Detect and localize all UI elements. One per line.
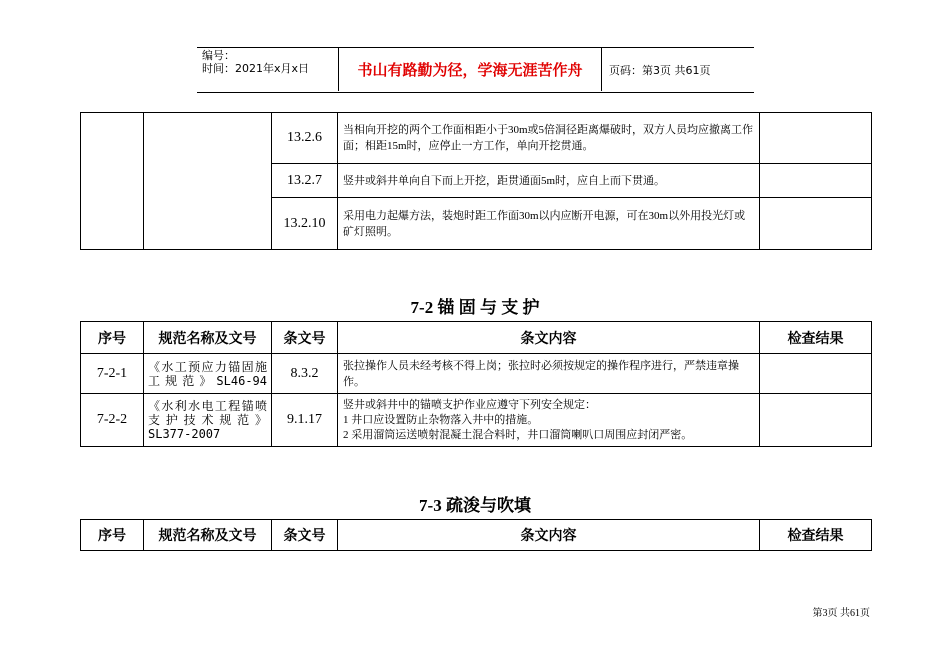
clause-number: 9.1.17 — [272, 394, 338, 447]
dredging-table — [80, 519, 872, 551]
table-header-row — [81, 520, 872, 551]
content-line: 2 采用溜筒运送喷射混凝土混合料时，井口溜筒喇叭口周围应封闭严密。 — [343, 428, 693, 441]
clause-content: 采用电力起爆方法，装炮时距工作面30m以内应断开电源，可在30m以外用投光灯或矿灯照明。 — [338, 198, 760, 250]
anchoring-table — [80, 321, 872, 447]
column-header-clause: 条文号 — [272, 322, 338, 354]
table-row — [81, 113, 872, 164]
header-page-label: 页码：第3页 共61页 — [609, 64, 711, 77]
clause-content: 竖井或斜井单向自下而上开挖，距贯通面5m时，应自上而下贯通。 — [338, 164, 760, 198]
page-footer: 第3页 共61页 — [812, 608, 870, 619]
check-result-cell — [760, 113, 872, 164]
content-line: 1 井口应设置防止杂物落入井中的措施。 — [343, 413, 539, 426]
column-header-name: 规范名称及文号 — [144, 520, 272, 551]
clause-content — [338, 394, 760, 447]
header-time-label: 时间：2021年x月x日 — [202, 62, 310, 75]
table-header-row — [81, 322, 872, 354]
column-header-name: 规范名称及文号 — [144, 322, 272, 354]
clause-number: 8.3.2 — [272, 354, 338, 394]
row-number: 7-2-1 — [81, 354, 144, 394]
header-code-label: 编号： — [202, 49, 235, 62]
check-result-cell — [760, 164, 872, 198]
section-title: 7-3 疏浚与吹填 — [419, 496, 531, 515]
clause-number: 13.2.10 — [272, 198, 338, 250]
column-header-result: 检查结果 — [760, 322, 872, 354]
row-number: 7-2-2 — [81, 394, 144, 447]
top-table — [80, 112, 872, 250]
column-header-no: 序号 — [81, 520, 144, 551]
section-title: 7-2 锚 固 与 支 护 — [410, 298, 540, 317]
standard-name: 《水利水电工程锚喷支护技术规范》SL377-2007 — [144, 394, 272, 447]
column-header-clause: 条文号 — [272, 520, 338, 551]
column-header-no: 序号 — [81, 322, 144, 354]
check-result-cell — [760, 394, 872, 447]
column-header-content: 条文内容 — [338, 322, 760, 354]
table-row — [81, 394, 872, 447]
empty-cell — [81, 113, 144, 250]
table-row — [81, 354, 872, 394]
standard-name: 《水工预应力锚固施工规范》SL46-94 — [144, 354, 272, 394]
check-result-cell — [760, 354, 872, 394]
column-header-result: 检查结果 — [760, 520, 872, 551]
column-header-content: 条文内容 — [338, 520, 760, 551]
empty-cell — [144, 113, 272, 250]
content-line: 竖井或斜井中的锚喷支护作业应遵守下列安全规定： — [343, 398, 596, 411]
header-info — [202, 49, 309, 75]
clause-number: 13.2.7 — [272, 164, 338, 198]
clause-content: 当相向开挖的两个工作面相距小于30m或5倍洞径距离爆破时，双方人员均应撤离工作面；相距15m时，应停止一方工作，单向开挖贯通。 — [338, 113, 760, 164]
check-result-cell — [760, 198, 872, 250]
clause-content: 张拉操作人员未经考核不得上岗；张拉时必须按规定的操作程序进行，严禁违章操作。 — [338, 354, 760, 394]
header-motto: 书山有路勤为径，学海无涯苦作舟 — [338, 47, 602, 91]
clause-number: 13.2.6 — [272, 113, 338, 164]
